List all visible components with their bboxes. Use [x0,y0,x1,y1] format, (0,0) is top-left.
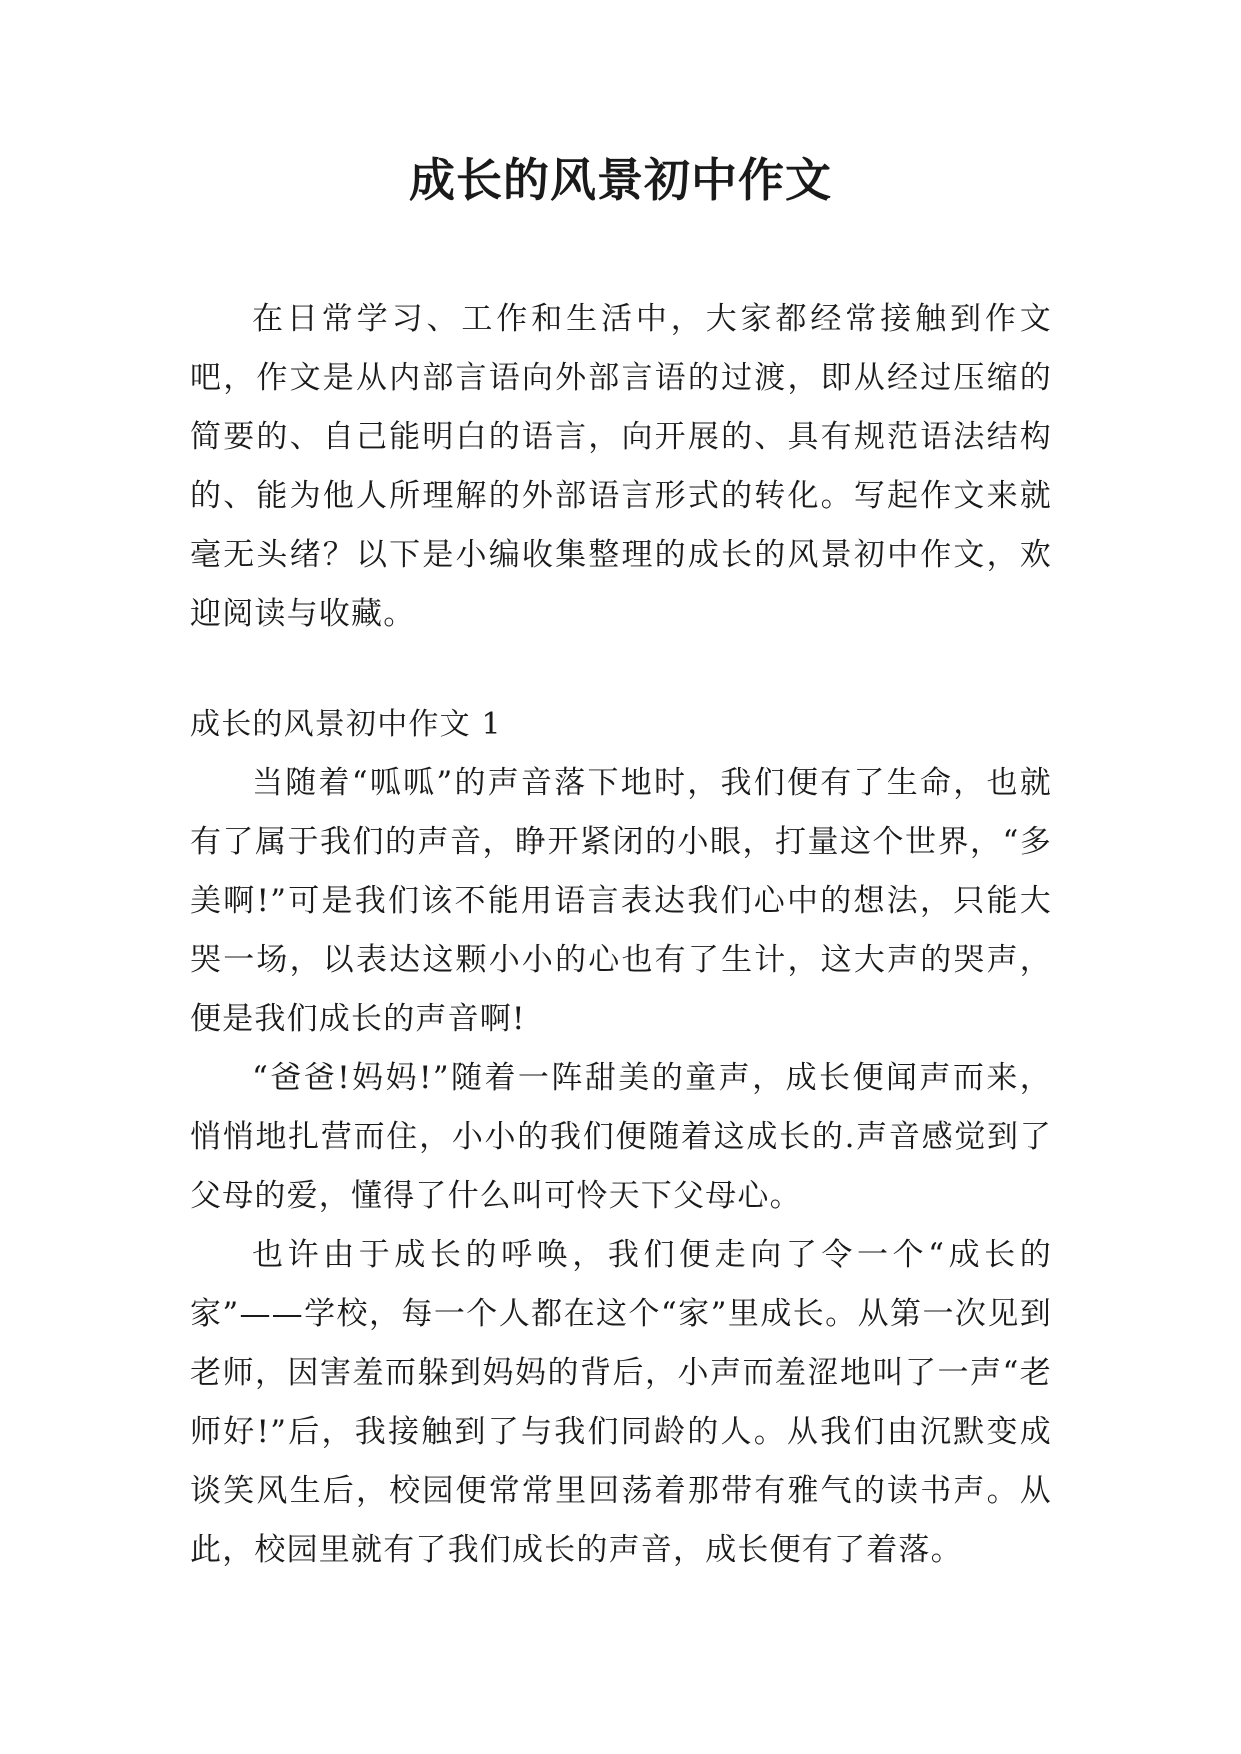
essay-section [190,695,1052,1580]
essay-paragraph-3: 也许由于成长的呼唤，我们便走向了令一个“成长的家”——学校，每一个人都在这个“家”里成长。从第一次见到老师，因害羞而躲到妈妈的背后，小声而羞涩地叫了一声“老师好!”后，我接触到了与我们同龄的人。从我们由沉默变成谈笑风生后，校园便常常里回荡着那带有雅气的读书声。从此，校园里就有了我们成长的声音，成长便有了着落。 [190,1237,1052,1568]
intro-paragraph: 在日常学习、工作和生活中，大家都经常接触到作文吧，作文是从内部言语向外部言语的过渡，即从经过压缩的简要的、自己能明白的语言，向开展的、具有规范语法结构的、能为他人所理解的外部语言形式的转化。写起作文来就毫无头绪？以下是小编收集整理的成长的风景初中作文，欢迎阅读与收藏。 [190,301,1052,632]
document-title: 成长的风景初中作文 [409,153,832,207]
essay-paragraph-2: “爸爸!妈妈!”随着一阵甜美的童声，成长便闻声而来，悄悄地扎营而住，小小的我们便随着这成长的.声音感觉到了父母的爱，懂得了什么叫可怜天下父母心。 [190,1060,1052,1214]
intro-section [190,290,1052,644]
section-heading: 成长的风景初中作文 1 [190,707,502,742]
essay-paragraph-1: 当随着“呱呱”的声音落下地时，我们便有了生命，也就有了属于我们的声音，睁开紧闭的小眼，打量这个世界，“多美啊!”可是我们该不能用语言表达我们心中的想法，只能大哭一场，以表达这颗小小的心也有了生计，这大声的哭声，便是我们成长的声音啊! [190,765,1052,1037]
